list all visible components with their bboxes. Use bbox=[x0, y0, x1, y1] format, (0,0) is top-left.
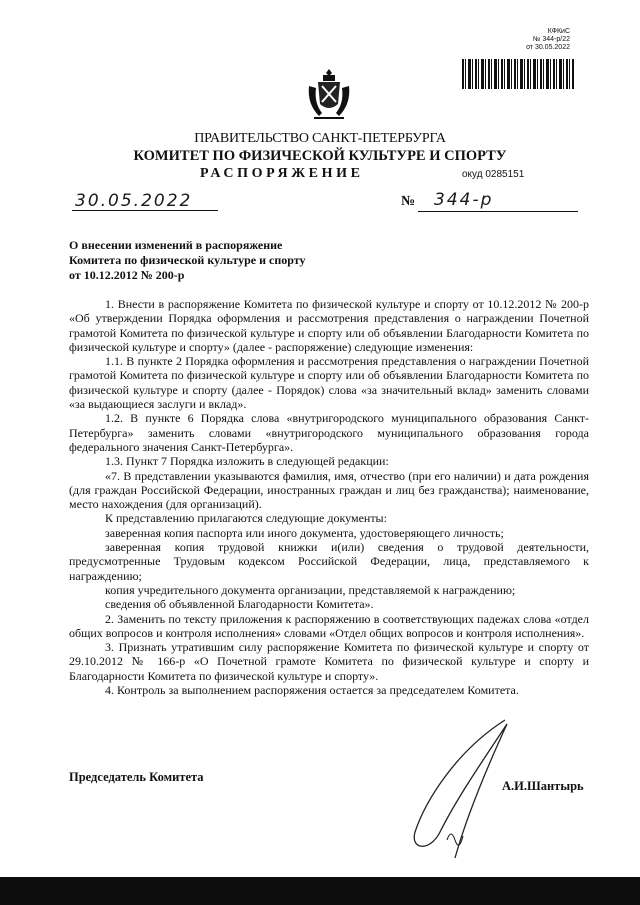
document-body bbox=[69, 297, 589, 697]
stamp-line-1: КФКиС bbox=[547, 28, 570, 35]
paragraph-1: 1. Внести в распоряжение Комитета по физической культуре и спорту от 10.12.2012 № 200-р «Об утверждении Порядка оформления и рассмотрения представления о награждении Почетной грамотой Комитета по физической культуре и спорту или об объявлении Благодарности Комитета по физической культуре и спорту» (далее - распоряжение) следующие изменения: bbox=[69, 297, 589, 354]
document-type: РАСПОРЯЖЕНИЕ bbox=[200, 166, 364, 181]
title-line-3: от 10.12.2012 № 200-р bbox=[69, 268, 185, 282]
registration-stamp bbox=[470, 28, 570, 52]
paragraph-4: 4. Контроль за выполнением распоряжения остается за председателем Комитета. bbox=[105, 683, 519, 698]
document-number: 344-р bbox=[434, 190, 494, 210]
paragraph-work-book: заверенная копия трудовой книжки и(или) сведения о трудовой деятельности, предусмотренные Трудовым кодексом Российской Федерации, лица, представляемого к награждению; bbox=[69, 540, 589, 583]
title-line-1: О внесении изменений в распоряжение bbox=[69, 238, 283, 252]
stamp-line-3: от 30.05.2022 bbox=[526, 44, 570, 51]
signer-position: Председатель Комитета bbox=[69, 770, 204, 784]
paragraph-passport: заверенная копия паспорта или иного документа, удостоверяющего личность; bbox=[105, 525, 504, 540]
government-name: ПРАВИТЕЛЬСТВО САНКТ-ПЕТЕРБУРГА bbox=[194, 131, 446, 146]
paragraph-1-1: 1.1. В пункте 2 Порядка оформления и рассмотрения представления о награждении Почетной грамотой Комитета по физической культуре и спорту или об объявлении Благодарности Комитета по физической культуре и спорту (далее - Порядок) слова «за значительный вклад» заменить словами «за выдающиеся заслуги и вклад». bbox=[69, 354, 589, 412]
paragraph-founding-doc: копия учредительного документа организации, представляемой к награждению; bbox=[105, 582, 516, 597]
document-title bbox=[69, 238, 306, 283]
okud-code: окуд 0285151 bbox=[462, 169, 525, 180]
number-underline bbox=[418, 211, 578, 212]
date-underline bbox=[72, 210, 218, 211]
title-line-2: Комитета по физической культуре и спорту bbox=[69, 253, 306, 267]
paragraph-7-text: «7. В представлении указываются фамилия, имя, отчество (при его наличии) и дата рождения (для граждан Российской Федерации, иностранных граждан и лиц без гражданства); наименование, место нахождения (для организаций). bbox=[69, 468, 589, 512]
signer-name: А.И.Шантырь bbox=[502, 779, 584, 793]
document-date: 30.05.2022 bbox=[75, 191, 193, 211]
paragraph-gratitude: сведения об объявленной Благодарности Комитета». bbox=[105, 597, 374, 612]
paragraph-1-2: 1.2. В пункте 6 Порядка слова «внутригородского муниципального образования Санкт-Петербурга» заменить словами «внутригородского муниципального образования города федерального значения Санкт-Петербурга». bbox=[69, 411, 589, 454]
committee-name: КОМИТЕТ ПО ФИЗИЧЕСКОЙ КУЛЬТУРЕ И СПОРТУ bbox=[133, 148, 507, 164]
stamp-line-2: № 344-р/22 bbox=[532, 36, 570, 43]
paragraph-1-3: 1.3. Пункт 7 Порядка изложить в следующей редакции: bbox=[105, 454, 389, 469]
number-sign: № bbox=[401, 194, 416, 209]
paragraph-documents: К представлению прилагаются следующие документы: bbox=[105, 511, 387, 526]
coat-of-arms-icon bbox=[306, 66, 352, 122]
scan-edge bbox=[0, 877, 640, 905]
paragraph-3: 3. Признать утратившим силу распоряжение Комитета по физической культуре и спорту от 29.10.2012 № 166-р «О Почетной грамоте Комитета по физической культуре и спорту и Благодарности Комитета по физической культуре и спорту». bbox=[69, 640, 589, 683]
paragraph-2: 2. Заменить по тексту приложения к распоряжению в соответствующих падежах слова «отдел общих вопросов и контроля исполнения» словами «Отдел общих вопросов и контроля исполнения». bbox=[69, 611, 589, 640]
barcode bbox=[462, 59, 574, 89]
